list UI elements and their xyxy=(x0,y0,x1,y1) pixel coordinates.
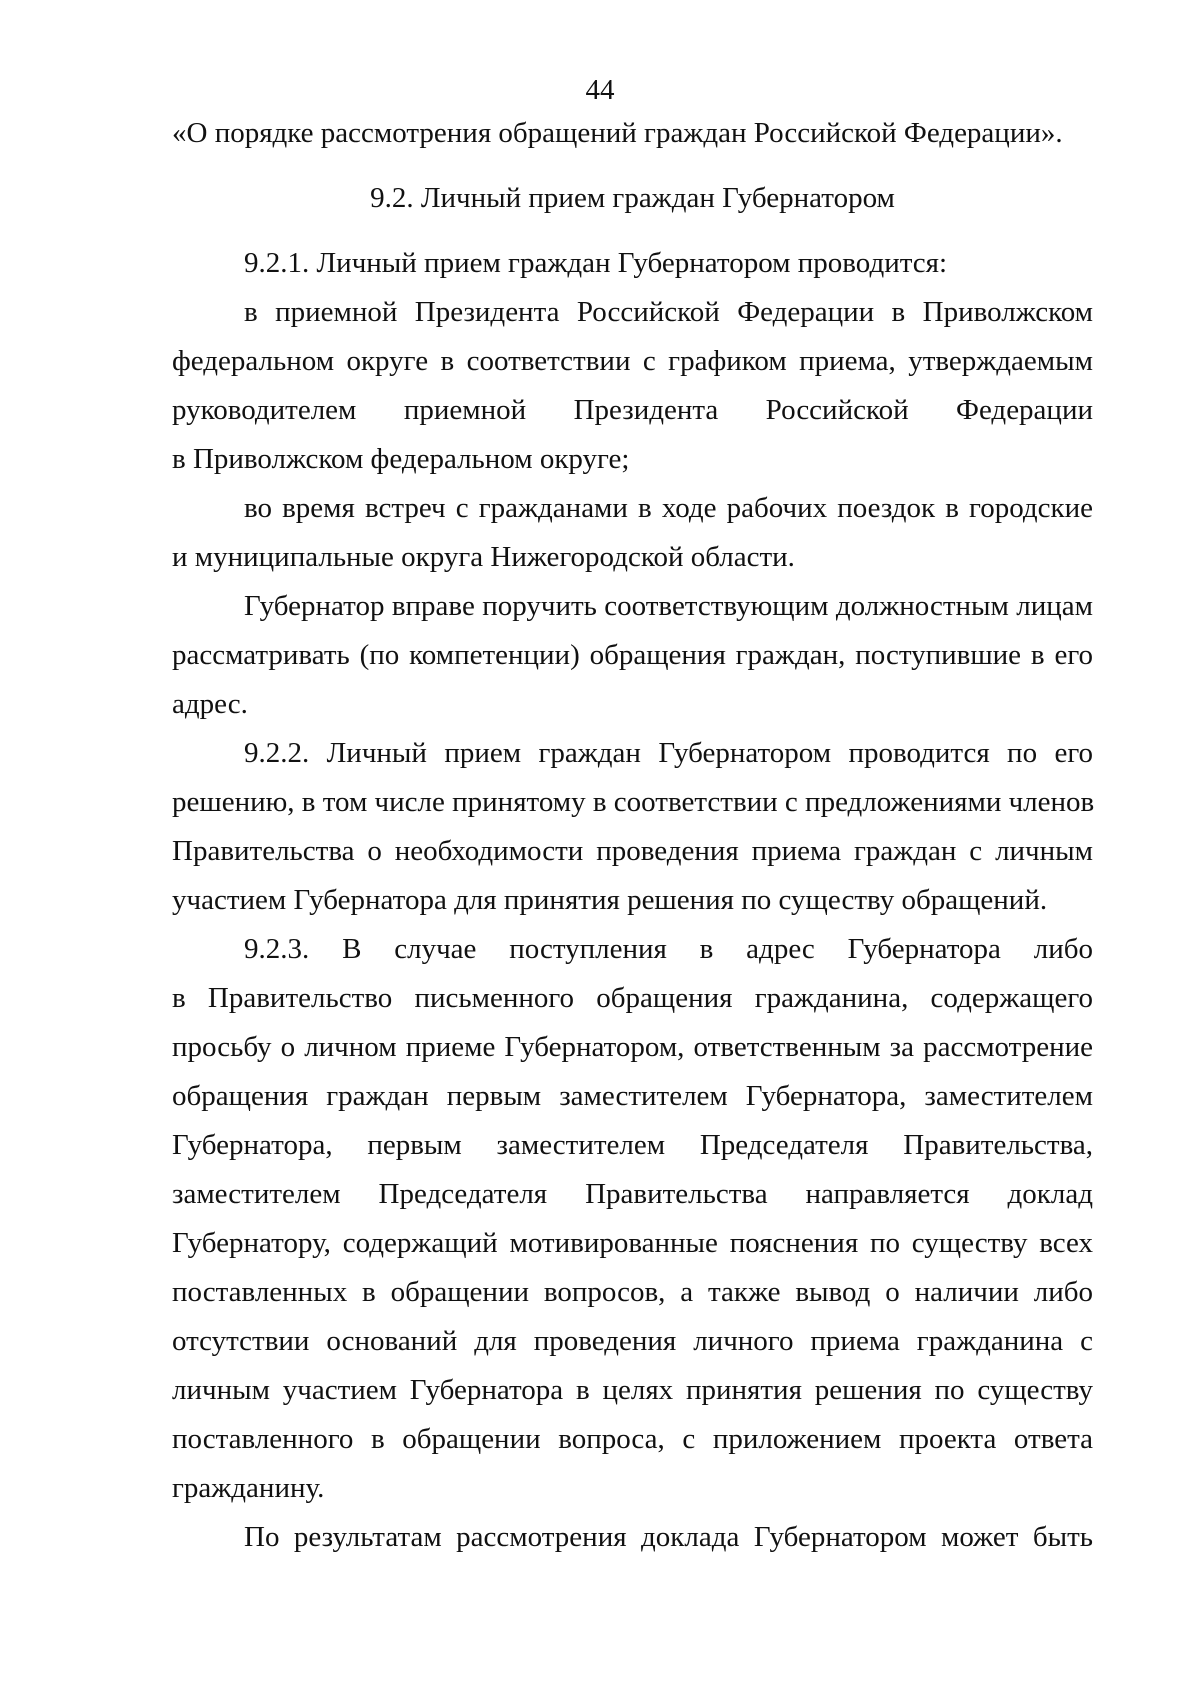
text-line: Губернатор вправе поручить соответствующим должностным лицам xyxy=(244,590,1093,622)
text-line: заместителем Председателя Правительства направляется доклад xyxy=(172,1178,1093,1210)
text-line: федеральном округе в соответствии с графиком приема, утверждаемым xyxy=(172,345,1093,377)
text-line: в Правительство письменного обращения гражданина, содержащего xyxy=(172,982,1093,1014)
text-line: просьбу о личном приеме Губернатором, ответственным за рассмотрение xyxy=(172,1031,1093,1063)
text-line: отсутствии оснований для проведения личного приема гражданина с xyxy=(172,1325,1093,1357)
text-line: и муниципальные округа Нижегородской области. xyxy=(172,541,795,573)
page-number: 44 xyxy=(585,74,615,106)
text-line: решению, в том числе принятому в соответствии с предложениями членов xyxy=(172,786,1095,818)
text-line: 9.2.2. Личный прием граждан Губернатором проводится по его xyxy=(244,737,1093,769)
text-line: Губернатора, первым заместителем Председателя Правительства, xyxy=(172,1129,1093,1161)
text-line: личным участием Губернатора в целях принятия решения по существу xyxy=(172,1374,1093,1406)
text-line: гражданину. xyxy=(172,1472,325,1504)
text-line: 9.2.1. Личный прием граждан Губернатором проводится: xyxy=(244,247,948,279)
text-line: «О порядке рассмотрения обращений граждан Российской Федерации». xyxy=(172,117,1063,149)
text-line: обращения граждан первым заместителем Губернатора, заместителем xyxy=(172,1080,1093,1112)
text-line: участием Губернатора для принятия решения по существу обращений. xyxy=(172,884,1048,916)
text-line: в Приволжском федеральном округе; xyxy=(172,443,630,475)
text-line: адрес. xyxy=(172,688,248,720)
text-line: в приемной Президента Российской Федерации в Приволжском xyxy=(244,296,1093,328)
text-line: во время встреч с гражданами в ходе рабочих поездок в городские xyxy=(244,492,1093,524)
text-line: поставленных в обращении вопросов, а также вывод о наличии либо xyxy=(172,1276,1093,1308)
text-line: Губернатору, содержащий мотивированные пояснения по существу всех xyxy=(172,1227,1093,1259)
text-line: руководителем приемной Президента Российской Федерации xyxy=(172,394,1093,426)
section-heading: 9.2. Личный прием граждан Губернатором xyxy=(370,182,895,214)
text-line: рассматривать (по компетенции) обращения граждан, поступившие в его xyxy=(172,639,1093,671)
text-line: 9.2.3. В случае поступления в адрес Губернатора либо xyxy=(244,933,1093,965)
document-body xyxy=(172,109,1093,1562)
text-line: По результатам рассмотрения доклада Губернатором может быть xyxy=(244,1521,1093,1553)
text-line: Правительства о необходимости проведения приема граждан с личным xyxy=(172,835,1093,867)
text-line: поставленного в обращении вопроса, с приложением проекта ответа xyxy=(172,1423,1093,1455)
